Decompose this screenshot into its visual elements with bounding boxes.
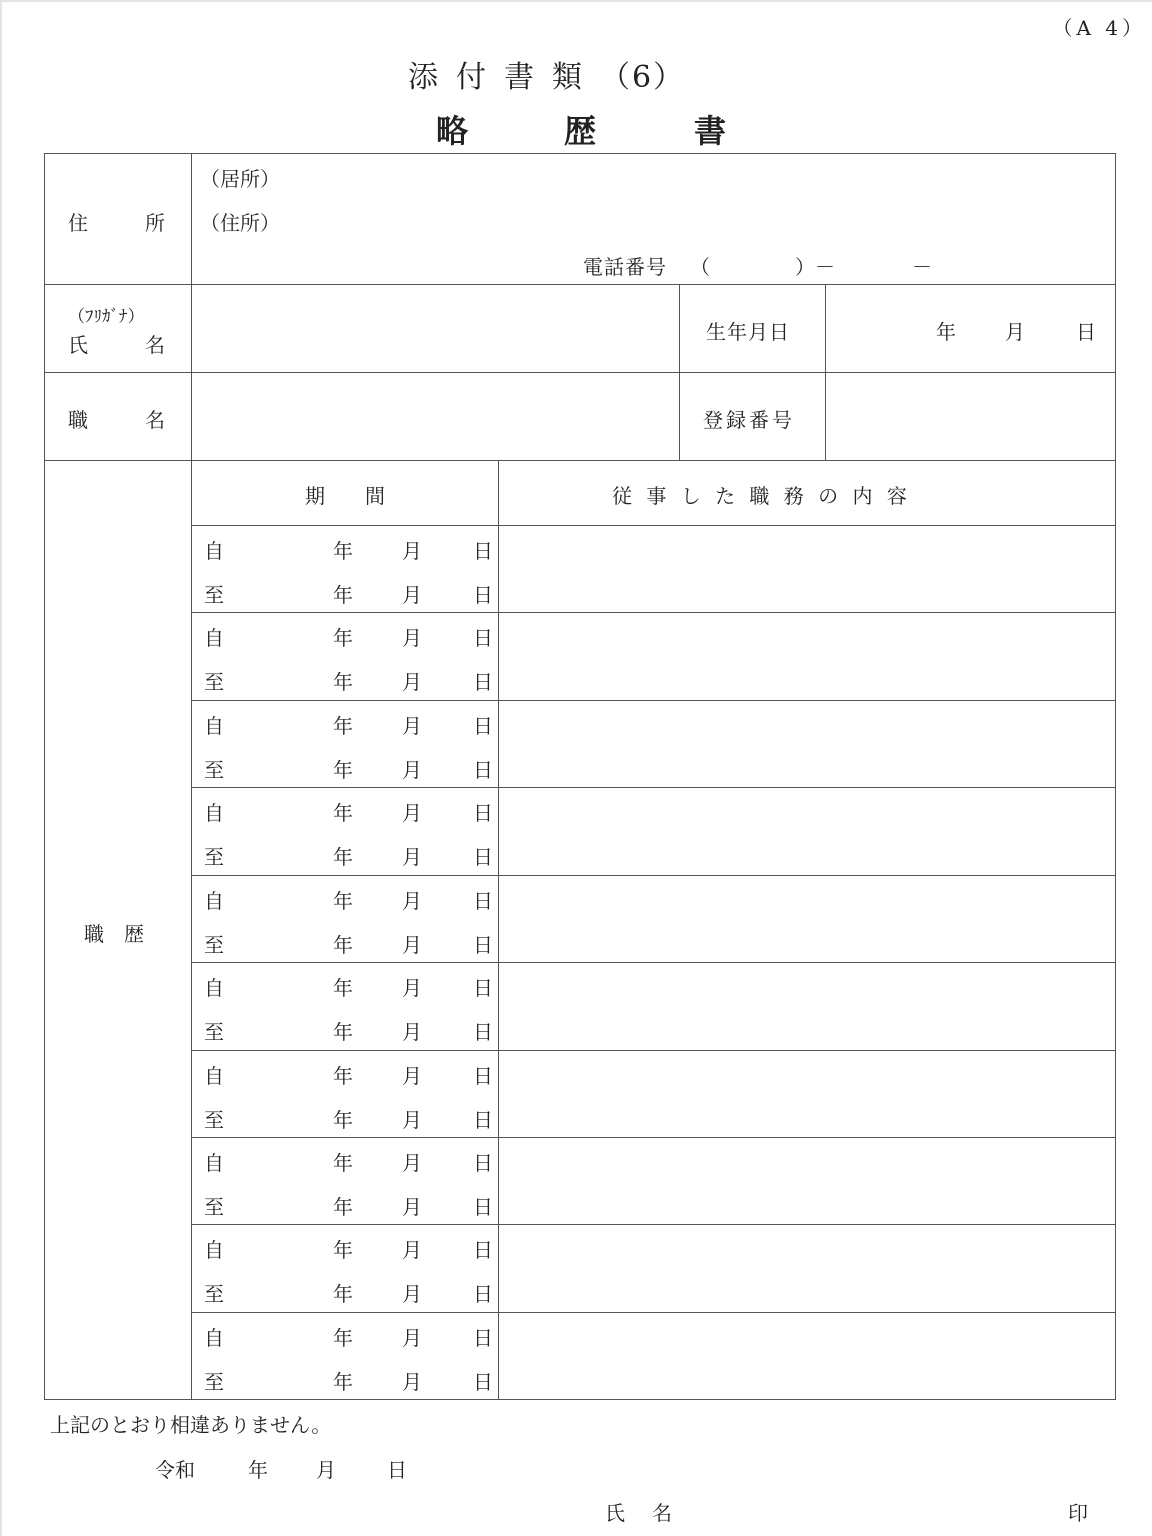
to-year: 年 bbox=[333, 1282, 353, 1306]
to-month: 月 bbox=[402, 758, 422, 782]
from-month: 月 bbox=[402, 539, 422, 563]
to-day: 日 bbox=[473, 670, 493, 694]
to-day: 日 bbox=[473, 1370, 493, 1394]
to-label: 至 bbox=[204, 933, 224, 957]
from-month: 月 bbox=[402, 626, 422, 650]
phone-label: 電話番号 bbox=[583, 255, 667, 279]
declaration-text: 上記のとおり相違ありません。 bbox=[50, 1413, 332, 1437]
to-month: 月 bbox=[402, 845, 422, 869]
seal-mark: 印 bbox=[1068, 1501, 1088, 1525]
phone-dash: － bbox=[912, 255, 932, 279]
to-year: 年 bbox=[333, 933, 353, 957]
furigana-label: （ﾌﾘｶﾞﾅ） bbox=[68, 307, 145, 327]
to-year: 年 bbox=[333, 583, 353, 607]
duties-header: 従 事 し た 職 務 の 内 容 bbox=[612, 484, 907, 508]
from-label: 自 bbox=[204, 976, 224, 1000]
career-duties-field[interactable] bbox=[500, 789, 1114, 873]
name-label-left: 氏 bbox=[68, 333, 88, 357]
registration-number-field[interactable] bbox=[827, 374, 1114, 459]
career-period-field[interactable] bbox=[193, 877, 497, 961]
signer-name-label-left: 氏 bbox=[605, 1501, 625, 1525]
from-day: 日 bbox=[473, 801, 493, 825]
from-month: 月 bbox=[402, 976, 422, 1000]
career-duties-field[interactable] bbox=[500, 877, 1114, 961]
career-period-field[interactable] bbox=[193, 527, 497, 611]
job-title-field[interactable] bbox=[193, 374, 678, 459]
subtitle-char: 歴 bbox=[564, 112, 597, 150]
from-year: 年 bbox=[333, 626, 353, 650]
from-month: 月 bbox=[402, 714, 422, 738]
subtitle-char: 略 bbox=[436, 112, 469, 150]
career-period-field[interactable] bbox=[193, 1139, 497, 1223]
from-label: 自 bbox=[204, 801, 224, 825]
career-duties-field[interactable] bbox=[500, 614, 1114, 698]
title-char: 添 bbox=[408, 60, 456, 95]
signer-name-field[interactable] bbox=[690, 1492, 1050, 1526]
title-char: 付 bbox=[456, 60, 504, 95]
from-day: 日 bbox=[473, 976, 493, 1000]
career-period-field[interactable] bbox=[193, 964, 497, 1048]
from-day: 日 bbox=[473, 1326, 493, 1350]
to-month: 月 bbox=[402, 1195, 422, 1219]
to-label: 至 bbox=[204, 583, 224, 607]
to-month: 月 bbox=[402, 583, 422, 607]
to-year: 年 bbox=[333, 1108, 353, 1132]
name-label-right: 名 bbox=[145, 333, 165, 357]
to-year: 年 bbox=[333, 845, 353, 869]
phone-open-paren: （ bbox=[690, 255, 710, 279]
from-label: 自 bbox=[204, 1151, 224, 1175]
from-day: 日 bbox=[473, 626, 493, 650]
to-label: 至 bbox=[204, 758, 224, 782]
residence-field[interactable]: （居所） bbox=[200, 167, 280, 191]
to-day: 日 bbox=[473, 583, 493, 607]
from-label: 自 bbox=[204, 626, 224, 650]
from-day: 日 bbox=[473, 889, 493, 913]
from-month: 月 bbox=[402, 801, 422, 825]
title-char: 類 bbox=[552, 60, 600, 95]
from-label: 自 bbox=[204, 539, 224, 563]
registration-label: 登録番号 bbox=[703, 408, 795, 432]
career-label: 職 歴 bbox=[84, 922, 144, 946]
career-period-field[interactable] bbox=[193, 702, 497, 786]
from-year: 年 bbox=[333, 1064, 353, 1088]
career-duties-field[interactable] bbox=[500, 1052, 1114, 1136]
to-year: 年 bbox=[333, 1195, 353, 1219]
career-period-field[interactable] bbox=[193, 1052, 497, 1136]
to-label: 至 bbox=[204, 1195, 224, 1219]
to-month: 月 bbox=[402, 1108, 422, 1132]
date-month: 月 bbox=[316, 1458, 336, 1482]
to-day: 日 bbox=[473, 758, 493, 782]
address-label-right: 所 bbox=[145, 211, 165, 235]
career-duties-field[interactable] bbox=[500, 702, 1114, 786]
to-month: 月 bbox=[402, 933, 422, 957]
from-month: 月 bbox=[402, 1326, 422, 1350]
birthdate-year: 年 bbox=[936, 320, 956, 344]
phone-close-paren: ）－ bbox=[795, 255, 835, 279]
from-year: 年 bbox=[333, 539, 353, 563]
from-day: 日 bbox=[473, 1064, 493, 1088]
from-year: 年 bbox=[333, 801, 353, 825]
paper-size-label: （A 4） bbox=[1052, 16, 1146, 40]
name-field[interactable] bbox=[193, 286, 678, 371]
from-month: 月 bbox=[402, 1238, 422, 1262]
period-header: 期 間 bbox=[305, 484, 385, 508]
title-char: 書 bbox=[504, 60, 552, 95]
to-day: 日 bbox=[473, 933, 493, 957]
title-char: （6） bbox=[600, 60, 686, 95]
signature-date-field[interactable] bbox=[150, 1450, 420, 1482]
to-day: 日 bbox=[473, 1282, 493, 1306]
to-year: 年 bbox=[333, 1020, 353, 1044]
from-year: 年 bbox=[333, 714, 353, 738]
to-label: 至 bbox=[204, 845, 224, 869]
phone-number-field[interactable] bbox=[700, 250, 940, 278]
from-label: 自 bbox=[204, 1064, 224, 1088]
from-month: 月 bbox=[402, 1064, 422, 1088]
from-day: 日 bbox=[473, 539, 493, 563]
date-year: 年 bbox=[248, 1458, 268, 1482]
career-period-field[interactable] bbox=[193, 1314, 497, 1398]
to-label: 至 bbox=[204, 670, 224, 694]
to-label: 至 bbox=[204, 1370, 224, 1394]
career-period-field[interactable] bbox=[193, 614, 497, 698]
address-label-left: 住 bbox=[68, 211, 88, 235]
job-title-label-right: 名 bbox=[145, 408, 165, 432]
career-period-field[interactable] bbox=[193, 789, 497, 873]
to-label: 至 bbox=[204, 1282, 224, 1306]
to-label: 至 bbox=[204, 1108, 224, 1132]
from-label: 自 bbox=[204, 1326, 224, 1350]
birthdate-month: 月 bbox=[1005, 320, 1025, 344]
from-year: 年 bbox=[333, 1326, 353, 1350]
from-label: 自 bbox=[204, 889, 224, 913]
to-day: 日 bbox=[473, 1195, 493, 1219]
from-day: 日 bbox=[473, 1238, 493, 1262]
to-month: 月 bbox=[402, 1282, 422, 1306]
domicile-field[interactable]: （住所） bbox=[200, 211, 280, 235]
document-title bbox=[408, 52, 685, 96]
to-month: 月 bbox=[402, 670, 422, 694]
to-month: 月 bbox=[402, 1370, 422, 1394]
from-month: 月 bbox=[402, 889, 422, 913]
to-year: 年 bbox=[333, 1370, 353, 1394]
to-year: 年 bbox=[333, 670, 353, 694]
from-year: 年 bbox=[333, 976, 353, 1000]
subtitle-char: 書 bbox=[694, 112, 727, 150]
to-month: 月 bbox=[402, 1020, 422, 1044]
career-duties-field[interactable] bbox=[500, 1226, 1114, 1310]
to-day: 日 bbox=[473, 845, 493, 869]
job-title-label-left: 職 bbox=[68, 408, 88, 432]
signer-name-label-right: 名 bbox=[652, 1501, 672, 1525]
from-year: 年 bbox=[333, 889, 353, 913]
to-day: 日 bbox=[473, 1020, 493, 1044]
from-year: 年 bbox=[333, 1238, 353, 1262]
from-month: 月 bbox=[402, 1151, 422, 1175]
from-label: 自 bbox=[204, 714, 224, 738]
birthdate-day: 日 bbox=[1076, 320, 1096, 344]
career-duties-field[interactable] bbox=[500, 1139, 1114, 1223]
to-day: 日 bbox=[473, 1108, 493, 1132]
date-day: 日 bbox=[387, 1458, 407, 1482]
birthdate-label: 生年月日 bbox=[706, 320, 790, 344]
career-duties-field[interactable] bbox=[500, 964, 1114, 1048]
to-label: 至 bbox=[204, 1020, 224, 1044]
to-year: 年 bbox=[333, 758, 353, 782]
career-duties-field[interactable] bbox=[500, 527, 1114, 611]
from-label: 自 bbox=[204, 1238, 224, 1262]
career-period-field[interactable] bbox=[193, 1226, 497, 1310]
career-duties-field[interactable] bbox=[500, 1314, 1114, 1398]
birthdate-field[interactable] bbox=[827, 286, 1114, 371]
date-era: 令和 bbox=[155, 1458, 195, 1482]
from-day: 日 bbox=[473, 714, 493, 738]
from-year: 年 bbox=[333, 1151, 353, 1175]
from-day: 日 bbox=[473, 1151, 493, 1175]
